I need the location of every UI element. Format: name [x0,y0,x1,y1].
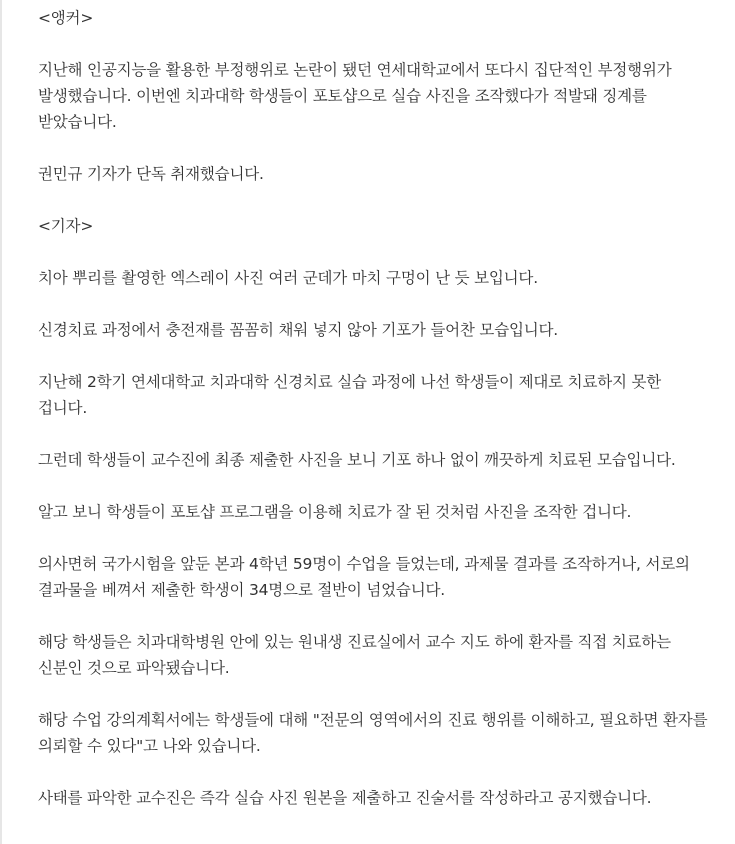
article-paragraph: 신경치료 과정에서 충전재를 꼼꼼히 채워 넣지 않아 기포가 들어찬 모습입니다. [38,321,559,339]
article-paragraph: 그런데 학생들이 교수진에 최종 제출한 사진을 보니 기포 하나 없이 깨끗하게 치료된 모습입니다. [38,451,676,469]
article-paragraph: 알고 보니 학생들이 포토샵 프로그램을 이용해 치료가 잘 된 것처럼 사진을 조작한 겁니다. [38,503,632,521]
article-paragraph: 해당 수업 강의계획서에는 학생들에 대해 "전문의 영역에서의 진료 행위를 이해하고, 필요하면 환자를 의뢰할 수 있다"고 나와 있습니다. [38,711,708,755]
article-paragraph: 해당 학생들은 치과대학병원 안에 있는 원내생 진료실에서 교수 지도 하에 환자를 직접 치료하는 신분인 것으로 파악됐습니다. [38,633,671,677]
article-paragraph: 사태를 파악한 교수진은 즉각 실습 사진 원본을 제출하고 진술서를 작성하라고 공지했습니다. [38,789,652,807]
article-paragraph: 치아 뿌리를 촬영한 엑스레이 사진 여러 군데가 마치 구멍이 난 듯 보입니다. [38,269,538,287]
article-paragraph: 권민규 기자가 단독 취재했습니다. [38,165,264,183]
left-divider [0,0,2,844]
article-paragraph: 지난해 인공지능을 활용한 부정행위로 논란이 됐던 연세대학교에서 또다시 집단적인 부정행위가 발생했습니다. 이번엔 치과대학 학생들이 포토샵으로 실습 사진을 조작했다가 적발돼 징계를 받았습니다. [38,61,672,131]
article-paragraph: 지난해 2학기 연세대학교 치과대학 신경치료 실습 과정에 나선 학생들이 제대로 치료하지 못한 겁니다. [38,373,662,417]
article-paragraph: 의사면허 국가시험을 앞둔 본과 4학년 59명이 수업을 들었는데, 과제물 결과를 조작하거나, 서로의 결과물을 베껴서 제출한 학생이 34명으로 절반이 넘었습니다. [38,555,690,599]
news-article-body [38,5,710,837]
reporter-tag: <기자> [38,217,94,235]
anchor-tag: <앵커> [38,9,94,27]
